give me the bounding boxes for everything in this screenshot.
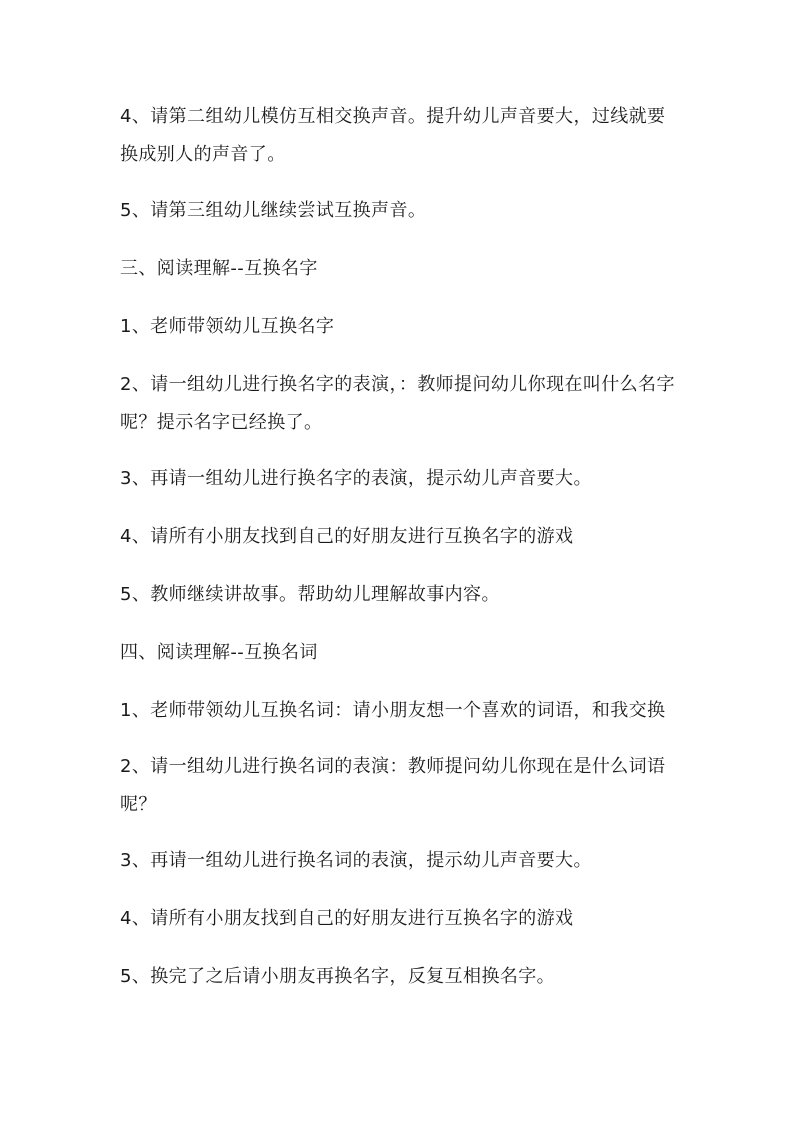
paragraph: 3、再请一组幼儿进行换名字的表演，提示幼儿声音要大。 bbox=[120, 468, 592, 489]
paragraph: 5、换完了之后请小朋友再换名字，反复互相换名字。 bbox=[120, 966, 556, 987]
paragraph: 5、请第三组幼儿继续尝试互换声音。 bbox=[120, 200, 427, 221]
paragraph: 4、请第二组幼儿模仿互相交换声音。提升幼儿声音要大，过线就要换成别人的声音了。 bbox=[120, 106, 666, 165]
paragraph: 3、再请一组幼儿进行换名词的表演，提示幼儿声音要大。 bbox=[120, 850, 592, 871]
paragraph: 1、老师带领幼儿互换名字 bbox=[120, 316, 335, 337]
paragraph: 4、请所有小朋友找到自己的好朋友进行互换名字的游戏 bbox=[120, 526, 574, 547]
section-heading: 三、阅读理解--互换名字 bbox=[120, 258, 318, 279]
section-heading: 四、阅读理解--互换名词 bbox=[120, 642, 318, 663]
paragraph: 2、请一组幼儿进行换名字的表演，：教师提问幼儿你现在叫什么名字呢？提示名字已经换了。 bbox=[120, 374, 675, 433]
paragraph: 2、请一组幼儿进行换名词的表演：教师提问幼儿你现在是什么词语呢？ bbox=[120, 756, 666, 815]
paragraph: 5、教师继续讲故事。帮助幼儿理解故事内容。 bbox=[120, 584, 500, 605]
paragraph: 4、请所有小朋友找到自己的好朋友进行互换名字的游戏 bbox=[120, 908, 574, 929]
paragraph: 1、老师带领幼儿互换名词：请小朋友想一个喜欢的词语，和我交换 bbox=[120, 700, 666, 721]
document-body bbox=[120, 98, 680, 1016]
